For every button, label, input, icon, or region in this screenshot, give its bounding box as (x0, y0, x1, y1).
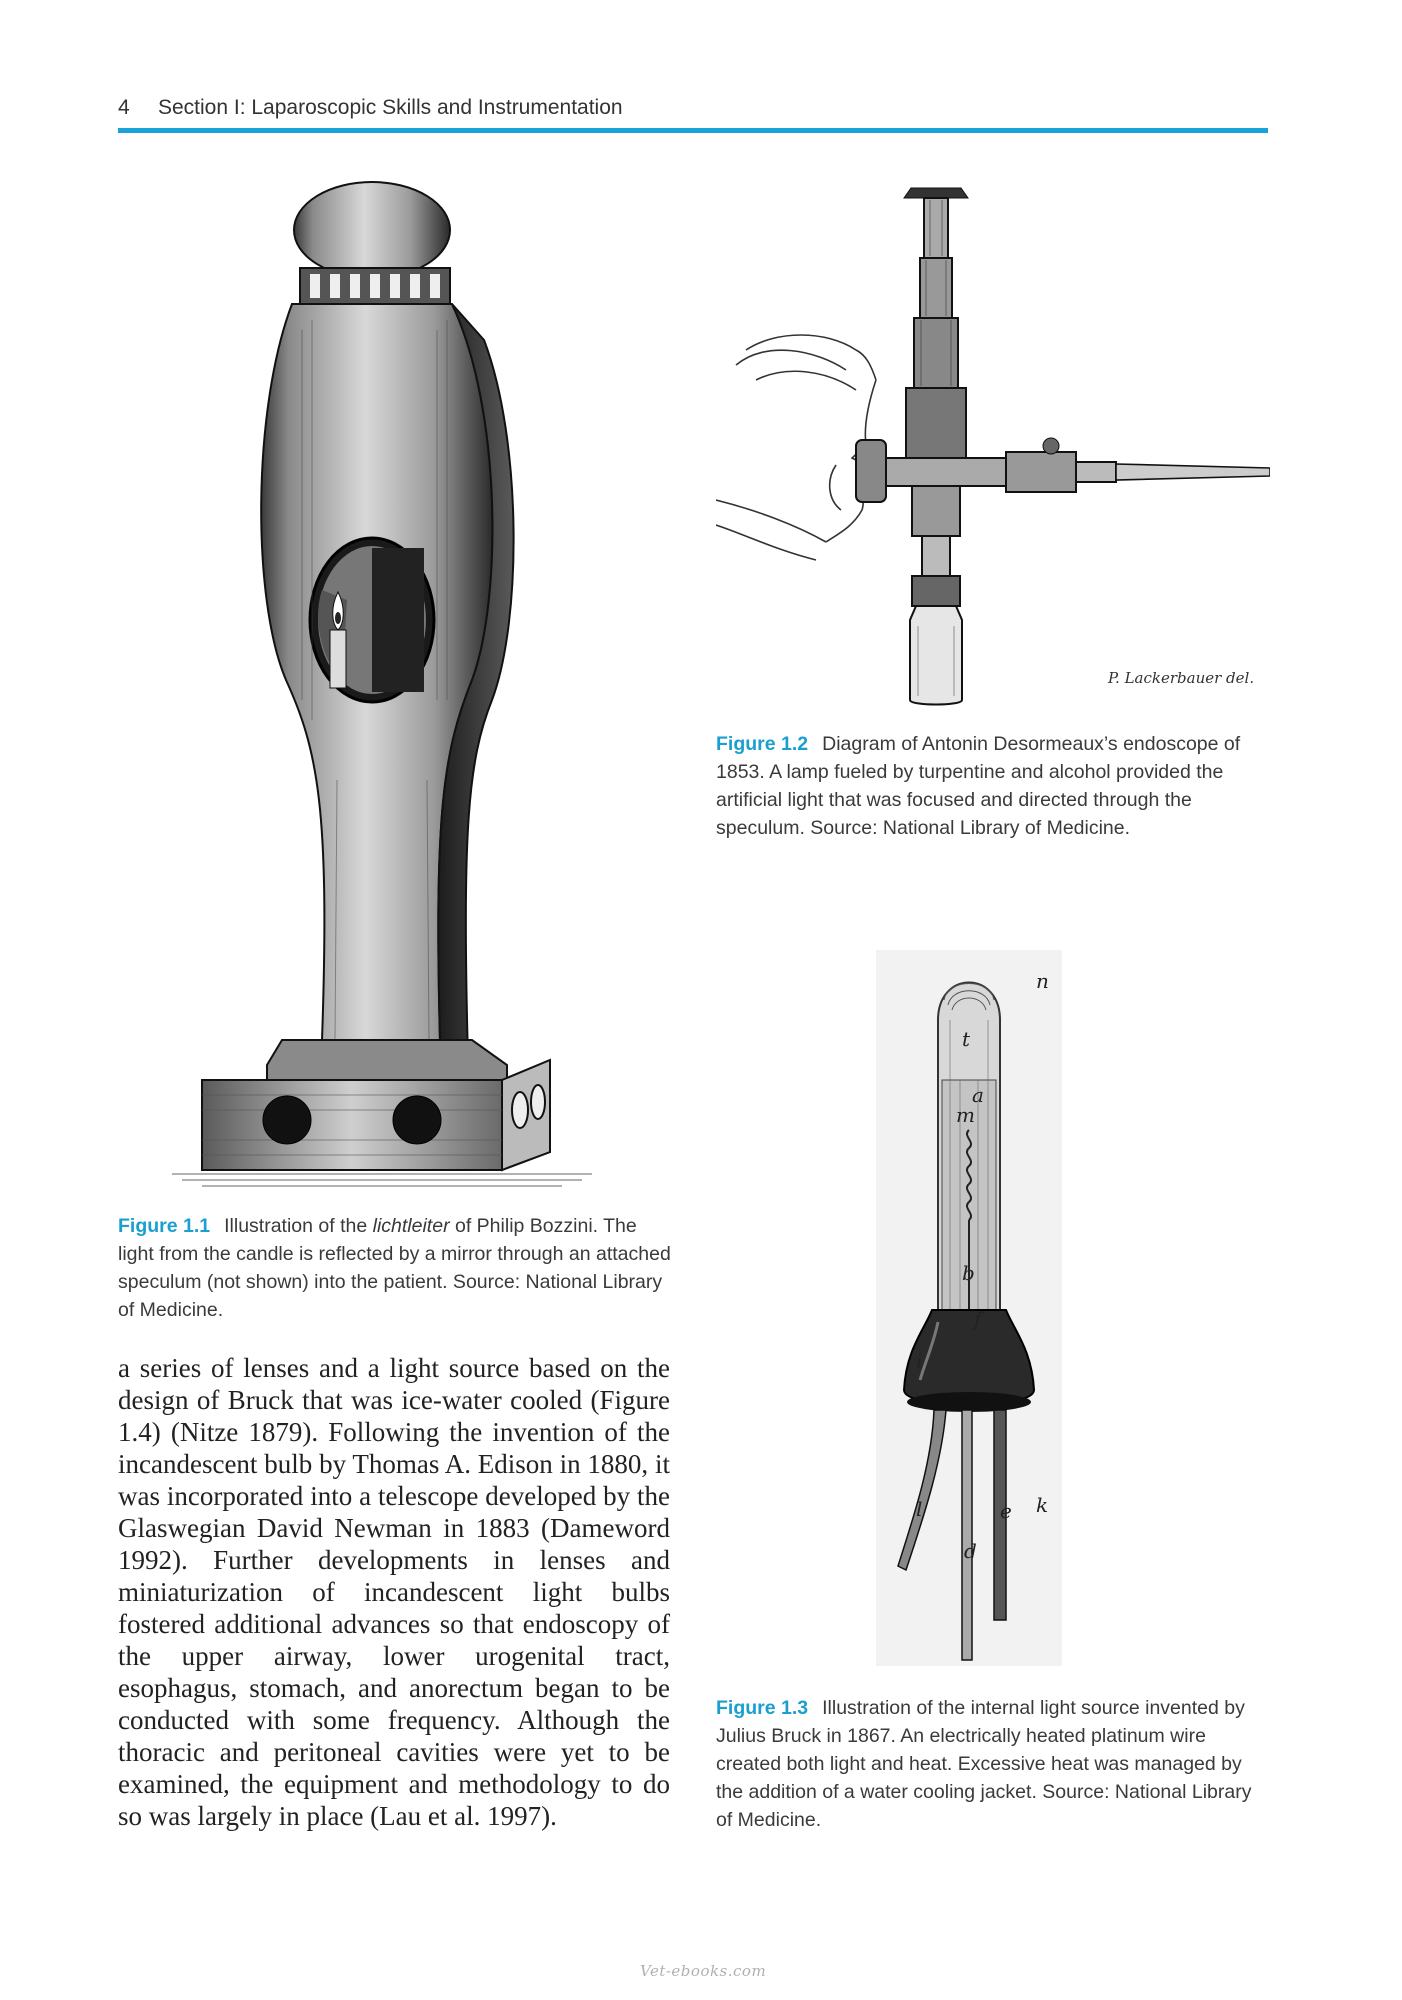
figure-1-2-caption (716, 730, 1272, 842)
figure-1-2-label: Figure 1.2 (716, 733, 809, 755)
figure-1-3-caption (716, 1694, 1272, 1834)
section-title: Section I: Laparoscopic Skills and Instrumentation (158, 96, 623, 119)
page-number: 4 (118, 96, 130, 119)
header-rule (118, 128, 1268, 133)
figure-1-1-label: Figure 1.1 (118, 1215, 211, 1237)
label-m: m (956, 1103, 975, 1127)
label-f: f (974, 1307, 982, 1331)
label-i: i (916, 1349, 923, 1373)
figure-1-3-illustration (876, 950, 1062, 1666)
label-a: a (972, 1083, 984, 1107)
running-head (118, 96, 1268, 130)
label-k: k (1036, 1493, 1049, 1517)
body-paragraph: a series of lenses and a light source based on the design of Bruck that was ice-water cooled (Figure 1.4) (Nitze 1879). Following the invention of the incandescent bulb by Thomas A. Edison in 1880, it was incorporated into a telescope developed by the Glaswegian David Newman in 1883 (Dameword 1992). Further developments in lenses and miniaturization of incandescent light bulbs fostered additional advances so that endoscopy of the upper airway, lower urogenital tract, esophagus, stomach, and anorectum began to be conducted with some frequency. Although the thoracic and peritoneal cavities were yet to be examined, the equipment and methodology to do so was largely in place (Lau et al. 1997). (118, 1353, 670, 1831)
figure-1-1-caption (118, 1212, 674, 1324)
figure-1-3-label: Figure 1.3 (716, 1697, 809, 1719)
caption-text: Illustration of the (224, 1215, 373, 1237)
label-t: t (962, 1027, 971, 1051)
label-l: l (916, 1497, 923, 1521)
label-e: e (1000, 1499, 1012, 1523)
caption-text: Illustration of the internal light source invented by Julius Bruck in 1867. An electrically heated platinum wire created both light and heat. Excessive heat was managed by the addition of a water cooling jacket. Source: National Library of Medicine. (716, 1697, 1252, 1831)
artist-signature: P. Lackerbauer del. (1108, 669, 1255, 687)
label-n: n (1036, 969, 1049, 993)
watermark: Vet-ebooks.com (640, 1962, 767, 1980)
label-b: b (962, 1261, 975, 1285)
figure-1-1-illustration (172, 180, 612, 1190)
caption-text: Diagram of Antonin Desormeaux’s endoscope of 1853. A lamp fueled by turpentine and alcohol provided the artificial light that was focused and directed through the speculum. Source: National Library of Medicine. (716, 733, 1241, 839)
caption-emphasis: lichtleiter (372, 1215, 450, 1237)
figure-1-2-illustration (716, 180, 1270, 710)
label-d: d (964, 1539, 977, 1563)
caption-text: of Philip Bozzini. The light from the candle is reflected by a mirror through an attached speculum (not shown) into the patient. Source: National Library of Medicine. (118, 1215, 671, 1321)
